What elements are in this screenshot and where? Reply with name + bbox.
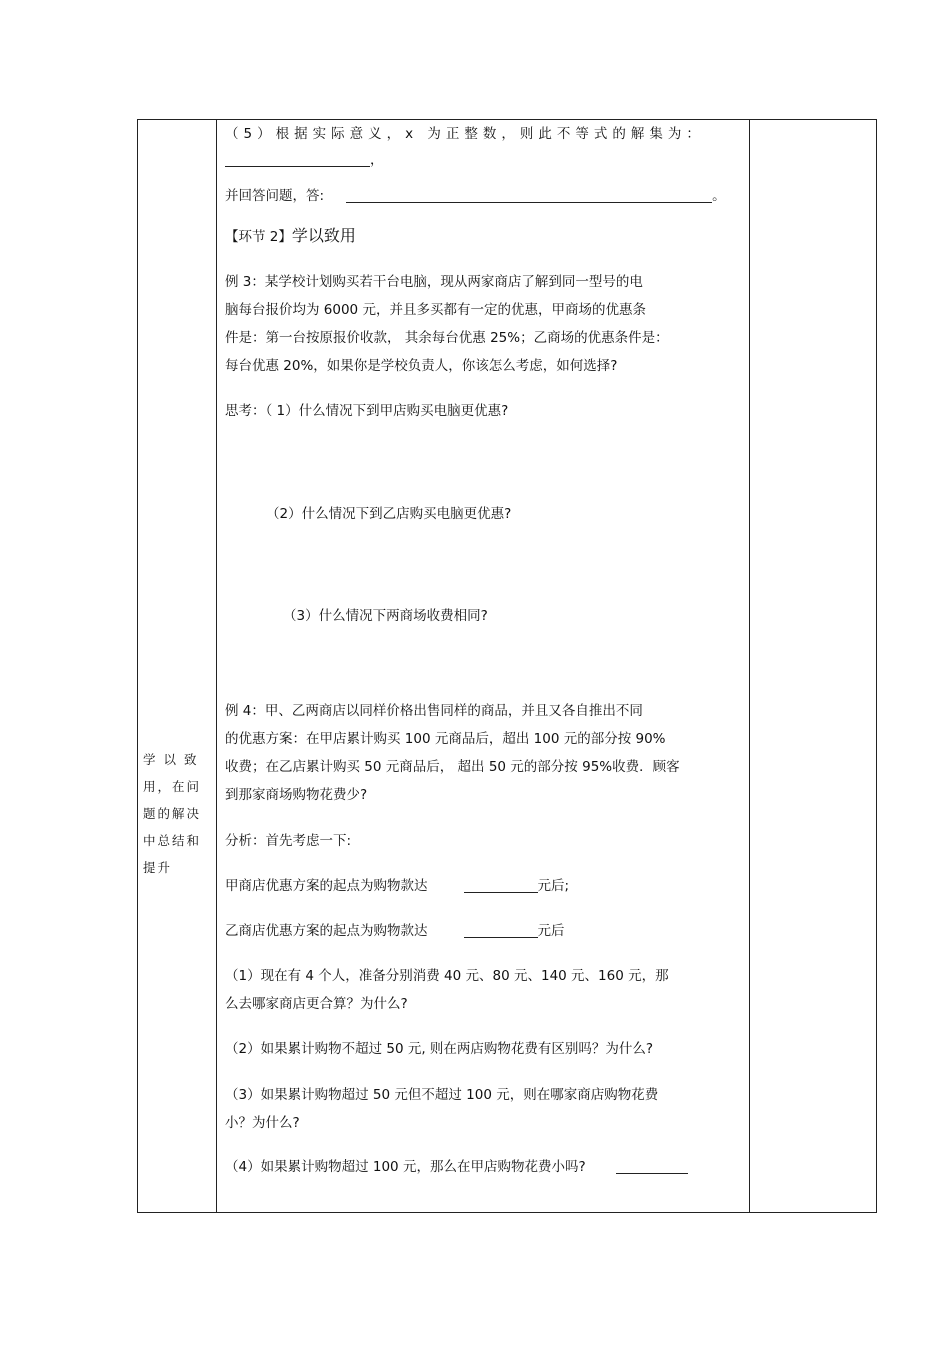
think-question-2: （2）什么情况下到乙店购买电脑更优惠? bbox=[266, 506, 512, 522]
example-3-line-4: 每台优惠 20%，如果你是学校负责人，你该怎么考虑，如何选择? bbox=[225, 358, 618, 374]
think-question-1: 思考：（ 1）什么情况下到甲店购买电脑更优惠? bbox=[225, 403, 509, 419]
section-heading: 【环节 2】学以致用 bbox=[225, 226, 356, 245]
question-5: （5）根据实际意义，x 为正整数，则此不等式的解集为： bbox=[225, 126, 705, 142]
example-3-line-2: 脑每台报价均为 6000 元，并且多买都有一定的优惠，甲商场的优惠条 bbox=[225, 302, 646, 318]
answer-blank[interactable] bbox=[464, 923, 538, 938]
problem-4: （4）如果累计购物超过 100 元，那么在甲店购物花费小吗? bbox=[225, 1153, 750, 1181]
answer-blank[interactable] bbox=[346, 188, 712, 203]
example-4-line-1: 例 4：甲、乙两商店以同样价格出售同样的商品，并且又各自推出不同 bbox=[225, 703, 643, 719]
answer-blank[interactable] bbox=[464, 878, 538, 893]
example-3-line-3: 件是：第一台按原报价收款， 其余每台优惠 25%；乙商场的优惠条件是： bbox=[225, 330, 669, 346]
think-question-3: （3）什么情况下两商场收费相同? bbox=[283, 608, 488, 624]
problem-1-line-2: 么去哪家商店更合算？为什么? bbox=[225, 996, 408, 1012]
example-4-line-4: 到那家商场购物花费少? bbox=[225, 787, 368, 803]
question-5-blank-line: ， bbox=[225, 146, 750, 174]
answer-line: 并回答问题，答: 。 bbox=[225, 188, 726, 204]
problem-3-line-1: （3）如果累计购物超过 50 元但不超过 100 元，则在哪家商店购物花费 bbox=[225, 1087, 659, 1103]
yi-start-line: 乙商店优惠方案的起点为购物款达 元后 bbox=[225, 923, 565, 939]
answer-blank[interactable] bbox=[225, 152, 370, 167]
answer-blank[interactable] bbox=[616, 1159, 688, 1174]
analysis-line: 分析：首先考虑一下: bbox=[225, 833, 352, 849]
side-label: 学 以 致 用，在问题的解决中总结和提升 bbox=[143, 752, 202, 875]
column-divider-left bbox=[216, 120, 217, 1212]
problem-3-line-2: 小？为什么? bbox=[225, 1115, 300, 1131]
problem-1-line-1: （1）现在有 4 个人，准备分别消费 40 元、80 元、140 元、160 元，那 bbox=[225, 968, 669, 984]
example-3-line-1: 例 3：某学校计划购买若干台电脑，现从两家商店了解到同一型号的电 bbox=[225, 274, 643, 290]
problem-2: （2）如果累计购物不超过 50 元, 则在两店购物花费有区别吗？为什么? bbox=[225, 1041, 654, 1057]
jia-start-line: 甲商店优惠方案的起点为购物款达 元后; bbox=[225, 878, 570, 894]
example-4-line-3: 收费；在乙店累计购买 50 元商品后， 超出 50 元的部分按 95%收费．顾客 bbox=[225, 759, 680, 775]
example-4-line-2: 的优惠方案：在甲店累计购买 100 元商品后，超出 100 元的部分按 90% bbox=[225, 731, 666, 747]
lesson-table bbox=[137, 119, 877, 1213]
